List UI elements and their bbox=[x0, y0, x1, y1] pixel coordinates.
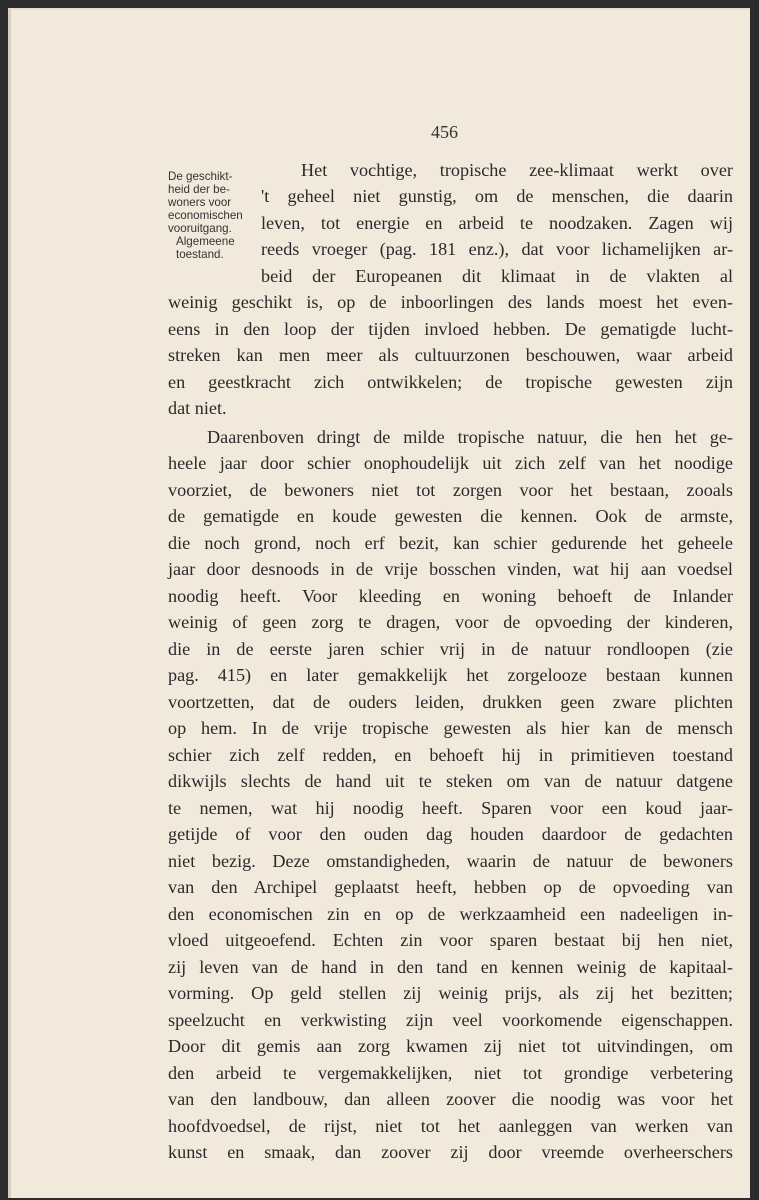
text-line: streken kan men meer als cultuurzonen beschouwen, waar arbeid bbox=[168, 345, 733, 365]
marginal-note bbox=[168, 170, 276, 261]
marginal-line: De geschikt- bbox=[168, 170, 233, 183]
text-line: pag. 415) en later gemakkelijk het zorgelooze bestaan kunnen bbox=[168, 665, 733, 685]
marginal-line: toestand. bbox=[176, 248, 224, 261]
text-line: beid der Europeanen dit klimaat in de vlakten al bbox=[261, 266, 733, 286]
text-line: die in de eerste jaren schier vrij in de natuur rondloopen (zie bbox=[168, 639, 733, 659]
text-line: te nemen, wat hij noodig heeft. Sparen voor een koud jaar- bbox=[168, 798, 733, 818]
text-line: weinig of geen zorg te dragen, voor de opvoeding der kinderen, bbox=[168, 612, 733, 632]
text-line: Het vochtige, tropische zee-klimaat werkt over bbox=[301, 160, 733, 180]
text-line: hoofdvoedsel, de rijst, niet tot het aanleggen van werken van bbox=[168, 1116, 733, 1136]
text-line: den arbeid te vergemakkelijken, niet tot grondige verbetering bbox=[168, 1063, 733, 1083]
text-line: dikwijls slechts de hand uit te steken om van de natuur datgene bbox=[168, 771, 733, 791]
text-line: 't geheel niet gunstig, om de menschen, die daarin bbox=[261, 186, 733, 206]
text-line: die noch grond, noch erf bezit, kan schier gedurende het geheele bbox=[168, 533, 733, 553]
book-page bbox=[8, 8, 750, 1198]
text-line: van den landbouw, dan alleen zoover die noodig was voor het bbox=[168, 1089, 733, 1109]
text-line: noodig heeft. Voor kleeding en woning behoeft de Inlander bbox=[168, 586, 733, 606]
text-line: voorziet, de bewoners niet tot zorgen voor het bestaan, zooals bbox=[168, 480, 733, 500]
text-line: weinig geschikt is, op de inboorlingen des lands moest het even- bbox=[168, 292, 733, 312]
text-line: schier zich zelf redden, en behoeft hij in primitieven toestand bbox=[168, 745, 733, 765]
text-line: Daarenboven dringt de milde tropische natuur, die hen het ge- bbox=[207, 427, 733, 447]
text-line: den economischen zin en op de werkzaamheid een nadeeligen in- bbox=[168, 904, 733, 924]
marginal-line: Algemeene bbox=[176, 235, 235, 248]
marginal-line: woners voor bbox=[168, 196, 232, 209]
text-line: zij leven van de hand in den tand en kennen weinig de kapitaal- bbox=[168, 957, 733, 977]
marginal-line: vooruitgang. bbox=[168, 222, 232, 235]
text-line: op hem. In de vrije tropische gewesten als hier kan de mensch bbox=[168, 718, 733, 738]
marginal-line: heid der be- bbox=[168, 183, 230, 196]
text-line: de gematigde en koude gewesten die kennen. Ook de armste, bbox=[168, 506, 733, 526]
text-line: vloed uitgeoefend. Echten zin voor sparen bestaat bij hen niet, bbox=[168, 930, 733, 950]
text-line: en geestkracht zich ontwikkelen; de tropische gewesten zijn bbox=[168, 372, 733, 392]
text-line: jaar door desnoods in de vrije bosschen vinden, wat hij aan voedsel bbox=[168, 559, 733, 579]
text-line: van den Archipel geplaatst heeft, hebben op de opvoeding van bbox=[168, 877, 733, 897]
text-line: dat niet. bbox=[168, 398, 227, 418]
page-number: 456 bbox=[431, 122, 458, 142]
text-line: kunst en smaak, dan zoover zij door vreemde overheerschers bbox=[168, 1142, 733, 1162]
text-line: voortzetten, dat de ouders leiden, drukken geen zware plichten bbox=[168, 692, 733, 712]
text-line: eens in den loop der tijden invloed hebben. De gematigde lucht- bbox=[168, 319, 733, 339]
text-line: heele jaar door schier onophoudelijk uit zich zelf van het noodige bbox=[168, 453, 733, 473]
text-line: getijde of voor den ouden dag houden daardoor de gedachten bbox=[168, 824, 733, 844]
marginal-line: economischen bbox=[168, 209, 243, 222]
text-line: niet bezig. Deze omstandigheden, waarin de natuur de bewoners bbox=[168, 851, 733, 871]
text-line: leven, tot energie en arbeid te noodzaken. Zagen wij bbox=[261, 213, 733, 233]
text-line: reeds vroeger (pag. 181 enz.), dat voor lichamelijken ar- bbox=[261, 239, 733, 259]
text-line: vorming. Op geld stellen zij weinig prijs, als zij het bezitten; bbox=[168, 983, 733, 1003]
text-line: speelzucht en verkwisting zijn veel voorkomende eigenschappen. bbox=[168, 1010, 733, 1030]
text-line: Door dit gemis aan zorg kwamen zij niet tot uitvindingen, om bbox=[168, 1036, 733, 1056]
